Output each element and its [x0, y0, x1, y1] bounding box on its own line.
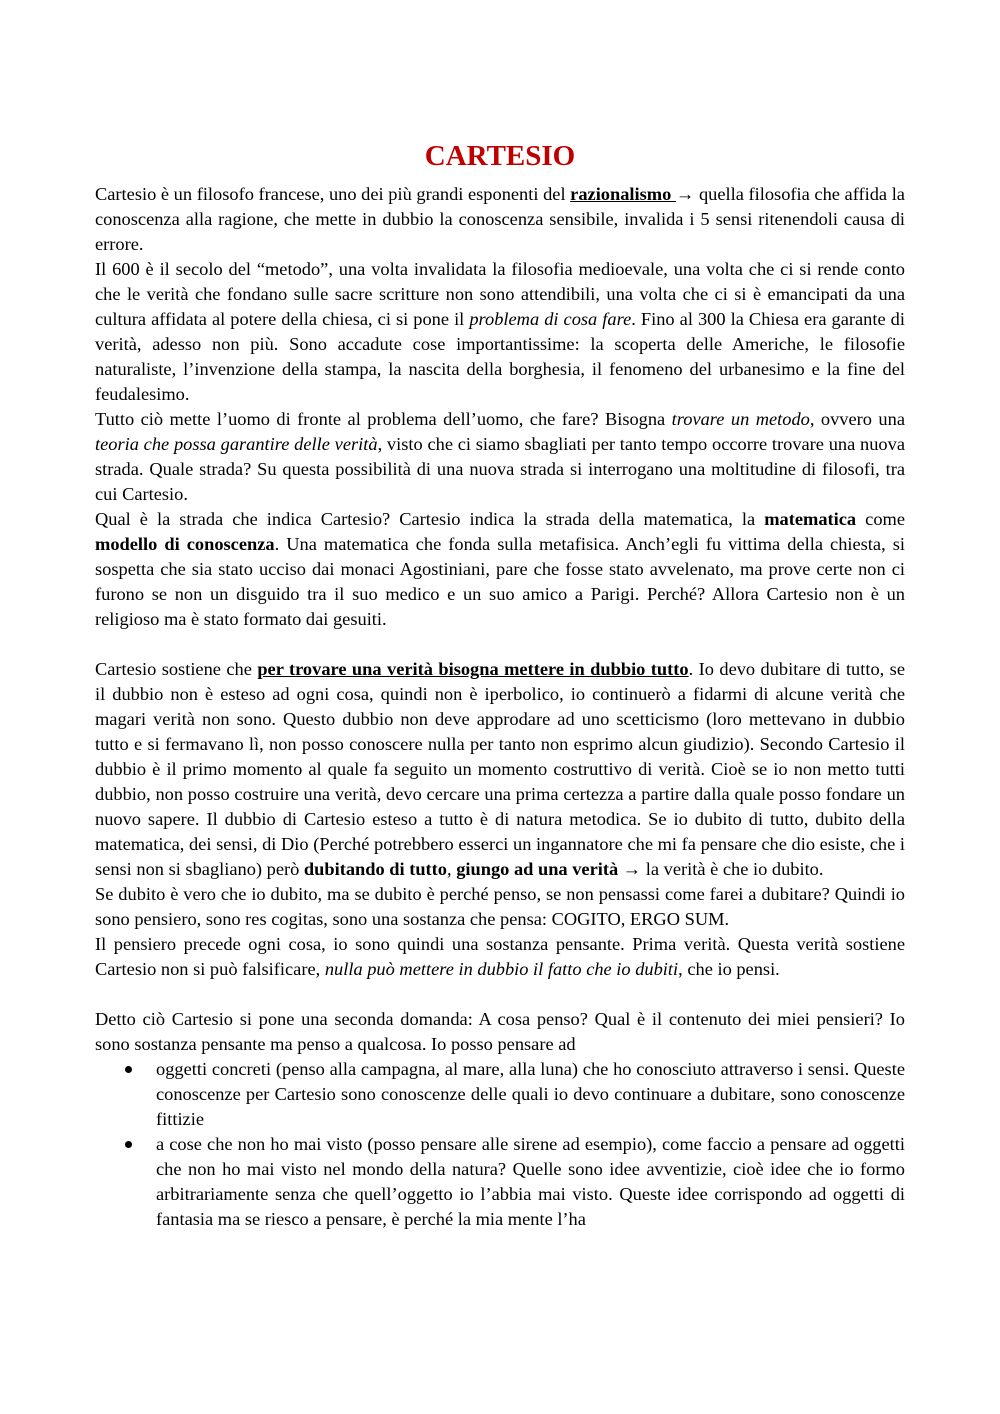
text-run: , che io pensi. — [678, 959, 780, 979]
paragraph-cogito — [95, 882, 905, 932]
text-run: . Fino al 300 la Chiesa era garante di verità, adesso non più. Sono accadute cose importantissime: la scoperta delle Americhe, le filosofie naturaliste, l’invenzione della stampa, la nascita della borghesia, il fenomeno del urbanesimo e la fine del feudalesimo. — [95, 309, 905, 404]
text-run: Il 600 è il secolo del “metodo”, una volta invalidata la filosofia medioevale, una volta che ci si rende conto che le verità che fondano sulle sacre scritture non sono attendibili, una volta che ci si è emancipati da una cultura affidata al potere della chiesa, ci si pone il — [95, 259, 905, 329]
list-item — [95, 1132, 905, 1232]
bold-term: dubitando di tutto — [303, 859, 447, 879]
text-run: Se dubito è vero che io dubito, ma se dubito è perché penso, se non pensassi come farei a dubitare? Quindi io sono pensiero, sono res cogitas, sono una sostanza che pensa: COGITO, ERGO SUM. — [95, 884, 905, 929]
bold-term: modello di conoscenza — [95, 534, 275, 554]
text-run: → la verità è che io dubito. — [618, 859, 824, 879]
italic-phrase: teoria che possa garantire delle verità — [95, 434, 378, 454]
paragraph-mathematics — [95, 507, 905, 632]
bold-underlined-term: razionalismo — [570, 184, 676, 204]
paragraph-methodic-doubt — [95, 657, 905, 882]
text-run: , — [447, 859, 457, 879]
bold-term: matematica — [764, 509, 857, 529]
paragraph-rationalism — [95, 182, 905, 257]
italic-phrase: problema di cosa fare — [469, 309, 632, 329]
italic-phrase: nulla può mettere in dubbio il fatto che io dubiti — [324, 959, 679, 979]
italic-phrase: trovare un metodo — [671, 409, 810, 429]
text-run: , ovvero una — [809, 409, 905, 429]
text-run: Cartesio è un filosofo francese, uno dei più grandi esponenti del — [95, 184, 571, 204]
text-run: Qual è la strada che indica Cartesio? Cartesio indica la strada della matematica, la — [95, 509, 765, 529]
paragraph-first-truth — [95, 932, 905, 982]
page-title: CARTESIO — [424, 140, 576, 173]
text-run: come — [856, 509, 905, 529]
text-run: . Io devo dubitare di tutto, se il dubbio non è esteso ad ogni cosa, quindi non è iperbolico, io continuerò a fidarmi di alcune verità che magari verità non sono. Questo dubbio non deve approdare ad uno scetticismo (loro mettevano in dubbio tutto e si fermavano lì, non posso conoscere nulla per tanto non esprimo alcun giudizio). Secondo Cartesio il dubbio è il primo momento al quale fa seguito un momento costruttivo di verità. Cioè se io non metto tutti dubbio, non posso costruire una verità, devo cercare una prima certezza a partire dalla quale posso fondare un nuovo sapere. Il dubbio di Cartesio esteso a tutto è di natura metodica. Se io dubito di tutto, dubito della matematica, dei sensi, di Dio (Perché potrebbero esserci un ingannatore che mi fa pensare che dio esiste, che i sensi non si sbagliano) però — [95, 659, 905, 879]
paragraph-second-question — [95, 1007, 905, 1057]
text-run: Detto ciò Cartesio si pone una seconda domanda: A cosa penso? Qual è il contenuto dei miei pensieri? Io sono sostanza pensante ma penso a qualcosa. Io posso pensare ad — [95, 1009, 905, 1054]
blank-line — [95, 982, 905, 1007]
text-run: Il pensiero precede ogni cosa, io sono quindi una sostanza pensante. Prima verità. Questa verità sostiene Cartesio non si può falsificare, — [95, 934, 905, 979]
text-run: Cartesio sostiene che — [95, 659, 258, 679]
blank-line — [95, 632, 905, 657]
paragraph-method-century — [95, 257, 905, 407]
list-item — [95, 1057, 905, 1132]
bullet-icon — [125, 1141, 132, 1148]
bold-term: giungo ad una verità — [456, 859, 619, 879]
text-run: Tutto ciò mette l’uomo di fronte al problema dell’uomo, che fare? Bisogna — [95, 409, 672, 429]
bullet-icon — [125, 1066, 132, 1073]
text-run: . Una matematica che fonda sulla metafisica. Anch’egli fu vittima della chiesta, si sospetta che sia stato ucciso dai monaci Agostiniani, pare che fosse stato avvelenato, ma prove certe non ci furono se non un disguido tra il suo medico e un suo amico a Parigi. Perché? Allora Cartesio non è un religioso ma è stato formato dai gesuiti. — [95, 534, 905, 629]
text-run: , visto che ci siamo sbagliati per tanto tempo occorre trovare una nuova strada. Quale strada? Su questa possibilità di una nuova strada si interrogano una moltitudine di filosofi, tra cui Cartesio. — [95, 434, 905, 504]
document-body — [95, 182, 905, 1232]
list-item-text: a cose che non ho mai visto (posso pensare alle sirene ad esempio), come faccio a pensare ad oggetti che non ho mai visto nel mondo della natura? Quelle sono idee avventizie, cioè idee che io formo arbitrariamente senza che quell’oggetto io l’abbia mai visto. Queste idee corrispondo ad oggetti di fantasia ma se riesco a pensare, è perché la mia mente l’ha — [156, 1134, 905, 1229]
paragraph-find-method — [95, 407, 905, 507]
text-run: → quella filosofia che affida la conoscenza alla ragione, che mette in dubbio la conoscenza sensibile, invalida i 5 sensi ritenendoli causa di errore. — [95, 184, 905, 254]
bullet-list — [95, 1057, 905, 1232]
list-item-text: oggetti concreti (penso alla campagna, al mare, alla luna) che ho conosciuto attraverso i sensi. Queste conoscenze per Cartesio sono conoscenze delle quali io devo continuare a dubitare, sono conoscenze fittizie — [156, 1059, 905, 1129]
bold-underlined-term: per trovare una verità bisogna mettere in dubbio tutto — [257, 659, 689, 679]
